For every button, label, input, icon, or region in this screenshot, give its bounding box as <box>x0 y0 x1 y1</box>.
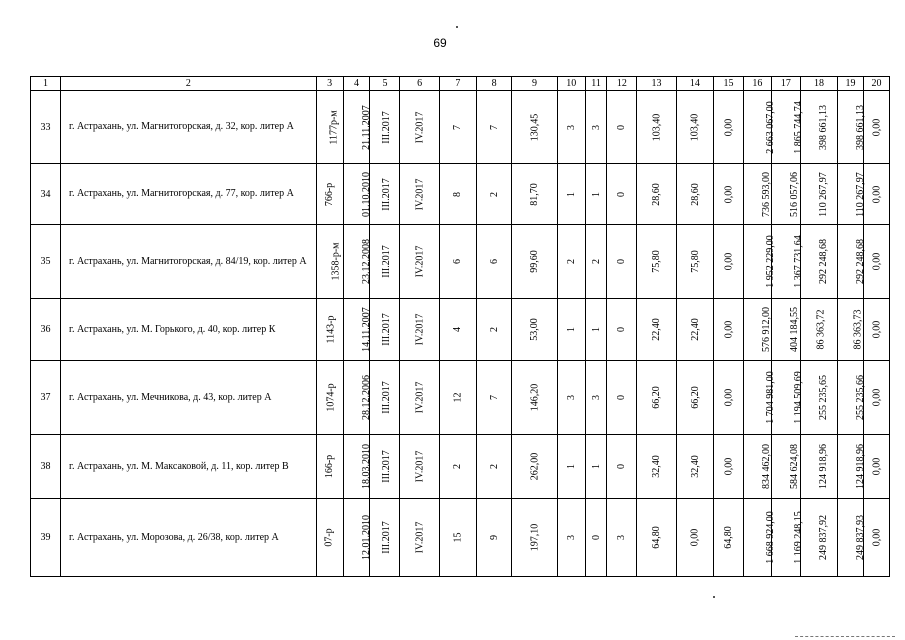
cell-c10 <box>557 435 585 499</box>
row-number: 35 <box>31 225 61 299</box>
cell-c8 <box>477 225 512 299</box>
cell-value: 18.03.2010 <box>360 444 372 489</box>
cell-value: 249 837,92 <box>817 515 829 560</box>
cell-value: 1143-р <box>325 315 337 344</box>
cell-c4 <box>343 225 370 299</box>
header-cell: 10 <box>557 77 585 91</box>
scan-speck <box>713 596 715 598</box>
cell-value: 0 <box>616 327 628 332</box>
cell-c10 <box>557 225 585 299</box>
cell-c15 <box>713 164 743 225</box>
cell-value: 8 <box>452 191 464 197</box>
cell-c3 <box>316 299 343 361</box>
apartment-table <box>30 76 890 577</box>
header-cell: 15 <box>713 77 743 91</box>
cell-value: III.2017 <box>381 381 393 414</box>
cell-c9 <box>512 435 558 499</box>
cell-value: 3 <box>616 535 628 540</box>
cell-value: 12.01.2010 <box>360 515 372 560</box>
cell-value: 75,80 <box>651 250 663 273</box>
cell-c19 <box>838 225 867 299</box>
cell-c10 <box>557 164 585 225</box>
header-cell: 12 <box>607 77 637 91</box>
cell-value: 3 <box>590 395 602 400</box>
cell-c16 <box>743 164 771 225</box>
cell-c14 <box>676 164 713 225</box>
row-number: 39 <box>31 499 61 577</box>
cell-c13 <box>637 361 676 435</box>
cell-c11 <box>585 299 607 361</box>
cell-value: 197,10 <box>528 523 540 552</box>
cell-c13 <box>637 91 676 164</box>
cell-value: 292 248,68 <box>855 239 867 284</box>
header-cell: 3 <box>316 77 343 91</box>
cell-c5 <box>370 91 400 164</box>
cell-value: 576 912,00 <box>760 307 772 352</box>
cell-c14 <box>676 499 713 577</box>
cell-c10 <box>557 361 585 435</box>
cell-c18 <box>800 499 837 577</box>
cell-c18 <box>800 164 837 225</box>
cell-value: 22,40 <box>689 318 701 341</box>
cell-value: 146,20 <box>528 383 540 412</box>
cell-c11 <box>585 164 607 225</box>
header-cell: 5 <box>370 77 400 91</box>
cell-c17 <box>771 435 800 499</box>
cell-c14 <box>676 225 713 299</box>
cell-value: 64,80 <box>722 526 734 549</box>
cell-value: 32,40 <box>651 455 663 478</box>
cell-value: 124 918,96 <box>855 444 867 489</box>
cell-value: 81,70 <box>528 182 540 206</box>
scan-edge <box>795 636 895 640</box>
cell-value: 15 <box>452 532 464 543</box>
table-row <box>31 361 890 435</box>
cell-value: 86 363,72 <box>815 309 827 350</box>
cell-value: IV.2017 <box>414 313 426 346</box>
row-number: 34 <box>31 164 61 225</box>
cell-c20 <box>863 225 889 299</box>
table-row <box>31 499 890 577</box>
table-row <box>31 91 890 164</box>
cell-value: 28,60 <box>651 182 663 206</box>
cell-value: III.2017 <box>381 313 393 346</box>
cell-value: 28,60 <box>689 182 701 206</box>
cell-value: 6 <box>452 259 464 264</box>
cell-c11 <box>585 435 607 499</box>
cell-c5 <box>370 164 400 225</box>
cell-c6 <box>400 499 439 577</box>
cell-value: 3 <box>565 124 577 130</box>
cell-value: 766-р <box>324 182 336 206</box>
cell-value: III.2017 <box>381 177 393 211</box>
cell-value: 166-р <box>324 454 336 479</box>
cell-c12 <box>607 499 637 577</box>
cell-c12 <box>607 164 637 225</box>
cell-value: IV.2017 <box>414 245 426 278</box>
header-cell: 2 <box>61 77 317 91</box>
cell-value: 1 169 248,15 <box>792 511 804 564</box>
cell-c6 <box>400 91 439 164</box>
cell-c6 <box>400 164 439 225</box>
cell-value: 23.12.2008 <box>360 239 372 284</box>
cell-c13 <box>637 164 676 225</box>
cell-c15 <box>713 225 743 299</box>
cell-value: 53,00 <box>528 318 540 341</box>
cell-c8 <box>477 499 512 577</box>
cell-value: 0,00 <box>722 118 734 136</box>
cell-c11 <box>585 361 607 435</box>
cell-c19 <box>838 91 867 164</box>
cell-value: 1074-р <box>325 383 337 412</box>
cell-c3 <box>316 499 343 577</box>
cell-value: 262,00 <box>528 452 540 481</box>
cell-value: 2 <box>488 464 500 469</box>
cell-value: 1 194 509,69 <box>792 371 804 424</box>
cell-c18 <box>800 91 837 164</box>
cell-c5 <box>370 299 400 361</box>
cell-value: 9 <box>488 535 500 540</box>
cell-c15 <box>713 91 743 164</box>
cell-value: 22,40 <box>651 318 663 341</box>
cell-value: III.2017 <box>381 110 393 144</box>
cell-value: 2 <box>488 327 500 332</box>
table-body <box>31 77 890 577</box>
cell-value: 6 <box>488 259 500 264</box>
cell-c15 <box>713 299 743 361</box>
cell-value: 1 <box>590 191 602 197</box>
cell-value: 584 624,08 <box>788 444 800 489</box>
cell-c20 <box>863 164 889 225</box>
cell-c9 <box>512 225 558 299</box>
cell-c20 <box>863 91 889 164</box>
table-row <box>31 435 890 499</box>
row-number: 33 <box>31 91 61 164</box>
cell-c19 <box>838 499 867 577</box>
cell-c3 <box>316 164 343 225</box>
header-cell: 17 <box>771 77 800 91</box>
cell-c9 <box>512 499 558 577</box>
cell-c8 <box>477 91 512 164</box>
cell-value: IV.2017 <box>414 450 426 483</box>
cell-c15 <box>713 499 743 577</box>
cell-c12 <box>607 225 637 299</box>
cell-value: 75,80 <box>689 250 701 273</box>
cell-c15 <box>713 361 743 435</box>
cell-value: 516 057,06 <box>788 171 800 217</box>
cell-value: 21.11.2007 <box>360 104 372 150</box>
cell-value: 834 462,00 <box>760 444 772 489</box>
cell-c20 <box>863 361 889 435</box>
header-cell: 13 <box>637 77 676 91</box>
cell-c18 <box>800 361 837 435</box>
cell-c13 <box>637 225 676 299</box>
cell-c20 <box>863 499 889 577</box>
cell-value: 1 <box>590 464 602 469</box>
address-cell: г. Астрахань, ул. Морозова, д. 26/38, кор. литер А <box>61 499 317 577</box>
cell-value: 0 <box>616 259 628 264</box>
cell-value: 0 <box>590 535 602 540</box>
cell-value: IV.2017 <box>414 178 426 210</box>
cell-value: 28.12.2006 <box>360 375 372 420</box>
header-cell: 20 <box>863 77 889 91</box>
cell-c8 <box>477 164 512 225</box>
cell-c7 <box>439 91 476 164</box>
cell-value: 7 <box>488 124 500 130</box>
cell-c17 <box>771 164 800 225</box>
cell-c14 <box>676 91 713 164</box>
table-row <box>31 164 890 225</box>
cell-value: III.2017 <box>381 521 393 554</box>
cell-value: 0,00 <box>722 388 734 407</box>
scan-speck <box>456 26 458 28</box>
cell-c9 <box>512 91 558 164</box>
cell-value: 0,00 <box>870 388 882 407</box>
row-number: 37 <box>31 361 61 435</box>
cell-c8 <box>477 361 512 435</box>
cell-value: 99,60 <box>528 250 540 273</box>
cell-c11 <box>585 499 607 577</box>
cell-value: 0 <box>616 395 628 400</box>
cell-value: 255 235,65 <box>817 375 829 420</box>
cell-value: 130,45 <box>528 113 540 141</box>
cell-value: 398 661,13 <box>855 104 867 150</box>
cell-c20 <box>863 435 889 499</box>
cell-c19 <box>838 361 867 435</box>
cell-c4 <box>343 499 370 577</box>
cell-c16 <box>743 225 776 299</box>
cell-value: 0,00 <box>722 457 734 476</box>
cell-value: 1 <box>590 327 602 332</box>
cell-c9 <box>512 164 558 225</box>
header-cell: 7 <box>439 77 476 91</box>
row-number: 36 <box>31 299 61 361</box>
cell-value: 255 235,66 <box>855 375 867 420</box>
address-cell: г. Астрахань, ул. Мечникова, д. 43, кор. литер А <box>61 361 317 435</box>
cell-c5 <box>370 225 400 299</box>
cell-c9 <box>512 299 558 361</box>
cell-c5 <box>370 361 400 435</box>
cell-c17 <box>771 299 800 361</box>
cell-value: 2 <box>452 464 464 469</box>
cell-c12 <box>607 91 637 164</box>
cell-value: 3 <box>565 395 577 400</box>
cell-value: 0,00 <box>722 320 734 339</box>
cell-c6 <box>400 361 439 435</box>
cell-value: 1177р-м <box>328 109 340 145</box>
header-row <box>31 77 890 91</box>
cell-c18 <box>800 225 837 299</box>
cell-c4 <box>343 435 370 499</box>
cell-value: 1 367 731,64 <box>792 235 804 288</box>
cell-c14 <box>676 435 713 499</box>
cell-c6 <box>400 299 439 361</box>
row-number: 38 <box>31 435 61 499</box>
cell-c7 <box>439 164 476 225</box>
cell-value: 398 661,13 <box>817 104 829 150</box>
cell-c4 <box>343 91 370 164</box>
cell-value: 0,00 <box>722 252 734 271</box>
cell-c10 <box>557 91 585 164</box>
cell-c5 <box>370 435 400 499</box>
cell-c16 <box>743 361 776 435</box>
cell-c14 <box>676 299 713 361</box>
cell-value: 124 918,96 <box>817 444 829 489</box>
cell-value: 32,40 <box>689 455 701 478</box>
page-number: 69 <box>433 36 447 50</box>
cell-c8 <box>477 435 512 499</box>
cell-c15 <box>713 435 743 499</box>
cell-value: 0,00 <box>870 185 882 203</box>
cell-c18 <box>800 435 837 499</box>
cell-c4 <box>343 164 370 225</box>
cell-value: 14.11.2007 <box>360 307 372 352</box>
header-cell: 1 <box>31 77 61 91</box>
cell-value: 1 952 229,00 <box>764 235 776 288</box>
cell-c16 <box>743 299 771 361</box>
cell-value: 103,40 <box>689 113 701 141</box>
cell-value: 1358-р-м <box>330 242 342 281</box>
header-cell: 9 <box>512 77 558 91</box>
cell-value: 2 <box>565 259 577 264</box>
cell-value: IV.2017 <box>414 111 426 143</box>
cell-value: 66,20 <box>689 386 701 409</box>
cell-value: III.2017 <box>381 450 393 483</box>
cell-value: 0,00 <box>870 457 882 476</box>
cell-c3 <box>316 225 343 299</box>
cell-value: 2 <box>488 191 500 197</box>
cell-value: 0 <box>616 464 628 469</box>
header-cell: 18 <box>800 77 837 91</box>
cell-value: 86 363,73 <box>852 309 864 350</box>
cell-value: IV.2017 <box>414 521 426 554</box>
cell-c13 <box>637 299 676 361</box>
cell-c12 <box>607 361 637 435</box>
header-cell: 8 <box>477 77 512 91</box>
cell-value: 0 <box>616 124 628 130</box>
cell-c16 <box>743 435 771 499</box>
header-cell: 11 <box>585 77 607 91</box>
address-cell: г. Астрахань, ул. Магнитогорская, д. 77, кор. литер А <box>61 164 317 225</box>
cell-c12 <box>607 435 637 499</box>
cell-c13 <box>637 499 676 577</box>
cell-value: 1 668 924,00 <box>764 511 776 564</box>
cell-c11 <box>585 91 607 164</box>
cell-c3 <box>316 91 343 164</box>
cell-c10 <box>557 499 585 577</box>
cell-value: 0,00 <box>870 528 882 547</box>
cell-c20 <box>863 299 889 361</box>
cell-c12 <box>607 299 637 361</box>
cell-c7 <box>439 299 476 361</box>
header-cell: 4 <box>343 77 370 91</box>
cell-c19 <box>838 299 864 361</box>
cell-value: 249 837,93 <box>855 515 867 560</box>
cell-c8 <box>477 299 512 361</box>
header-cell: 6 <box>400 77 439 91</box>
cell-value: 110 267,97 <box>817 171 829 217</box>
cell-c3 <box>316 435 343 499</box>
header-cell: 16 <box>743 77 771 91</box>
cell-c4 <box>343 361 370 435</box>
cell-value: 292 248,68 <box>817 239 829 284</box>
cell-value: 64,80 <box>651 526 663 549</box>
table-row <box>31 225 890 299</box>
cell-c16 <box>743 499 776 577</box>
cell-value: 2 663 067,00 <box>764 100 776 154</box>
cell-c10 <box>557 299 585 361</box>
cell-c11 <box>585 225 607 299</box>
cell-c6 <box>400 225 439 299</box>
cell-value: 12 <box>452 392 464 403</box>
cell-c9 <box>512 361 558 435</box>
table-row <box>31 299 890 361</box>
cell-value: III.2017 <box>381 245 393 278</box>
cell-value: 3 <box>590 124 602 130</box>
cell-c18 <box>800 299 837 361</box>
cell-value: 4 <box>452 327 464 332</box>
cell-value: 736 593,00 <box>760 171 772 217</box>
cell-c5 <box>370 499 400 577</box>
header-cell: 14 <box>676 77 713 91</box>
cell-value: 1 704 981,00 <box>764 371 776 424</box>
cell-value: 103,40 <box>651 113 663 141</box>
cell-value: IV.2017 <box>414 381 426 414</box>
cell-c7 <box>439 225 476 299</box>
cell-value: 1 865 744,74 <box>792 100 804 154</box>
cell-value: 01.10.2010 <box>360 171 372 217</box>
cell-value: 110 267,97 <box>854 171 866 217</box>
cell-c3 <box>316 361 343 435</box>
cell-value: 1 <box>565 327 577 332</box>
cell-value: 1 <box>565 464 577 469</box>
cell-value: 2 <box>590 259 602 264</box>
cell-c7 <box>439 435 476 499</box>
cell-c19 <box>838 435 867 499</box>
cell-value: 07-р <box>324 528 336 547</box>
cell-value: 0 <box>616 191 628 197</box>
cell-value: 0,00 <box>722 185 734 203</box>
cell-c19 <box>838 164 864 225</box>
cell-value: 0,00 <box>870 118 882 136</box>
cell-value: 0,00 <box>689 528 701 547</box>
address-cell: г. Астрахань, ул. Магнитогорская, д. 32, кор. литер А <box>61 91 317 164</box>
cell-value: 7 <box>488 395 500 400</box>
address-cell: г. Астрахань, ул. М. Максаковой, д. 11, кор. литер В <box>61 435 317 499</box>
cell-c7 <box>439 361 476 435</box>
cell-value: 3 <box>565 535 577 540</box>
cell-value: 7 <box>452 124 464 130</box>
cell-c7 <box>439 499 476 577</box>
header-cell: 19 <box>838 77 864 91</box>
cell-value: 66,20 <box>651 386 663 409</box>
cell-c14 <box>676 361 713 435</box>
cell-value: 404 184,55 <box>788 307 800 352</box>
address-cell: г. Астрахань, ул. М. Горького, д. 40, кор. литер К <box>61 299 317 361</box>
cell-c16 <box>743 91 776 164</box>
cell-c4 <box>343 299 370 361</box>
cell-c13 <box>637 435 676 499</box>
address-cell: г. Астрахань, ул. Магнитогорская, д. 84/19, кор. литер А <box>61 225 317 299</box>
cell-value: 1 <box>565 191 577 197</box>
cell-value: 0,00 <box>870 252 882 271</box>
cell-c6 <box>400 435 439 499</box>
cell-value: 0,00 <box>870 320 882 339</box>
